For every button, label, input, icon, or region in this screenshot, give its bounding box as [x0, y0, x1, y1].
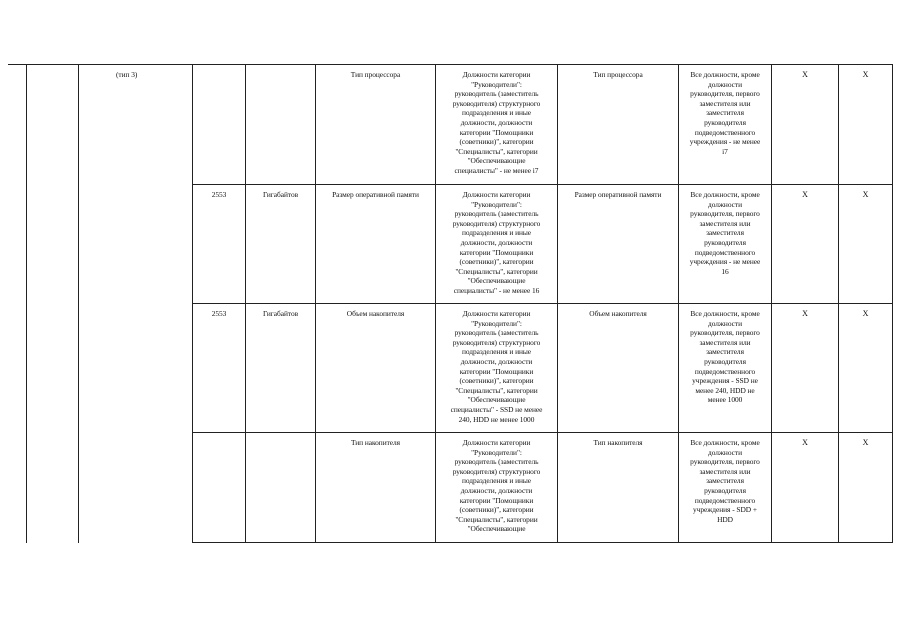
column-divider-j [838, 64, 839, 543]
row-3-characteristic-2: Объем накопителя [589, 309, 647, 318]
row-3-all-positions: Все должности, кроме должности руководителя, первого заместителя или заместителя руководителя подведомственного учреждения - SSD не менее 240, HDD не менее 1000 [690, 309, 760, 405]
column-divider-a [26, 64, 27, 543]
row-divider-3 [192, 432, 892, 433]
row-3-mark-2: X [862, 309, 869, 318]
row-3-mark-1: X [802, 309, 808, 318]
row-1-all-positions: Все должности, кроме должности руководителя, первого заместителя или заместителя руководителя подведомственного учреждения - не менее i7 [689, 70, 761, 156]
column-divider-k [892, 64, 893, 543]
row-4-mark-2: X [862, 438, 869, 447]
row-divider-1 [192, 184, 892, 185]
row-1-characteristic: Тип процессора [350, 70, 401, 79]
column-divider-e [315, 64, 316, 543]
column-divider-b [78, 64, 79, 543]
row-4-characteristic-2: Тип накопителя [593, 438, 643, 447]
row-3-positions: Должности категории "Руководители": руководитель (заместитель руководителя) структурного подразделения и иные должности, должности категории "Помощники (советники)", категории "Специалисты", категории "Обеспечивающие специалисты" - SSD не менее 240, HDD не менее 1000 [450, 309, 543, 424]
table-top-border [8, 64, 892, 65]
row-2-characteristic-2: Размер оперативной памяти [574, 190, 662, 199]
type-label: (тип 3) [116, 70, 138, 79]
row-2-mark-2: X [862, 190, 869, 199]
column-divider-g [557, 64, 558, 543]
row-2-mark-1: X [802, 190, 808, 199]
row-4-mark-1: X [802, 438, 808, 447]
column-divider-i [771, 64, 772, 543]
table-bottom-border [192, 542, 892, 543]
column-divider-c [192, 64, 193, 543]
row-2-code: 2553 [211, 190, 227, 199]
row-1-mark-1: X [802, 70, 808, 79]
row-2-positions: Должности категории "Руководители": руководитель (заместитель руководителя) структурного подразделения и иные должности, должности категории "Помощники (советники)", категории "Специалисты", категории "Обеспечивающие специалисты" - не менее 16 [452, 190, 541, 295]
row-2-all-positions: Все должности, кроме должности руководителя, первого заместителя или заместителя руководителя подведомственного учреждения - не менее 16 [689, 190, 761, 276]
column-divider-d [245, 64, 246, 543]
row-divider-2 [192, 303, 892, 304]
row-1-mark-2: X [862, 70, 869, 79]
row-3-characteristic: Объем накопителя [346, 309, 405, 318]
row-2-characteristic: Размер оперативной памяти [332, 190, 419, 199]
row-4-characteristic: Тип накопителя [350, 438, 401, 447]
row-3-unit: Гигабайтов [262, 309, 299, 318]
row-4-all-positions: Все должности, кроме должности руководителя, первого заместителя или заместителя руководителя подведомственного учреждения - SDD + HDD [690, 438, 760, 524]
row-2-unit: Гигабайтов [262, 190, 299, 199]
row-4-positions: Должности категории "Руководители": руководитель (заместитель руководителя) структурного подразделения и иные должности, должности категории "Помощники (советники)", категории "Специалисты", категории "Обеспечивающие [452, 438, 541, 534]
row-3-code: 2553 [211, 309, 227, 318]
row-1-characteristic-2: Тип процессора [593, 70, 643, 79]
row-1-positions: Должности категории "Руководители": руководитель (заместитель руководителя) структурного подразделения и иные должности, должности категории "Помощники (советники)", категории "Специалисты", категории "Обеспечивающие специалисты" - не менее i7 [452, 70, 541, 175]
